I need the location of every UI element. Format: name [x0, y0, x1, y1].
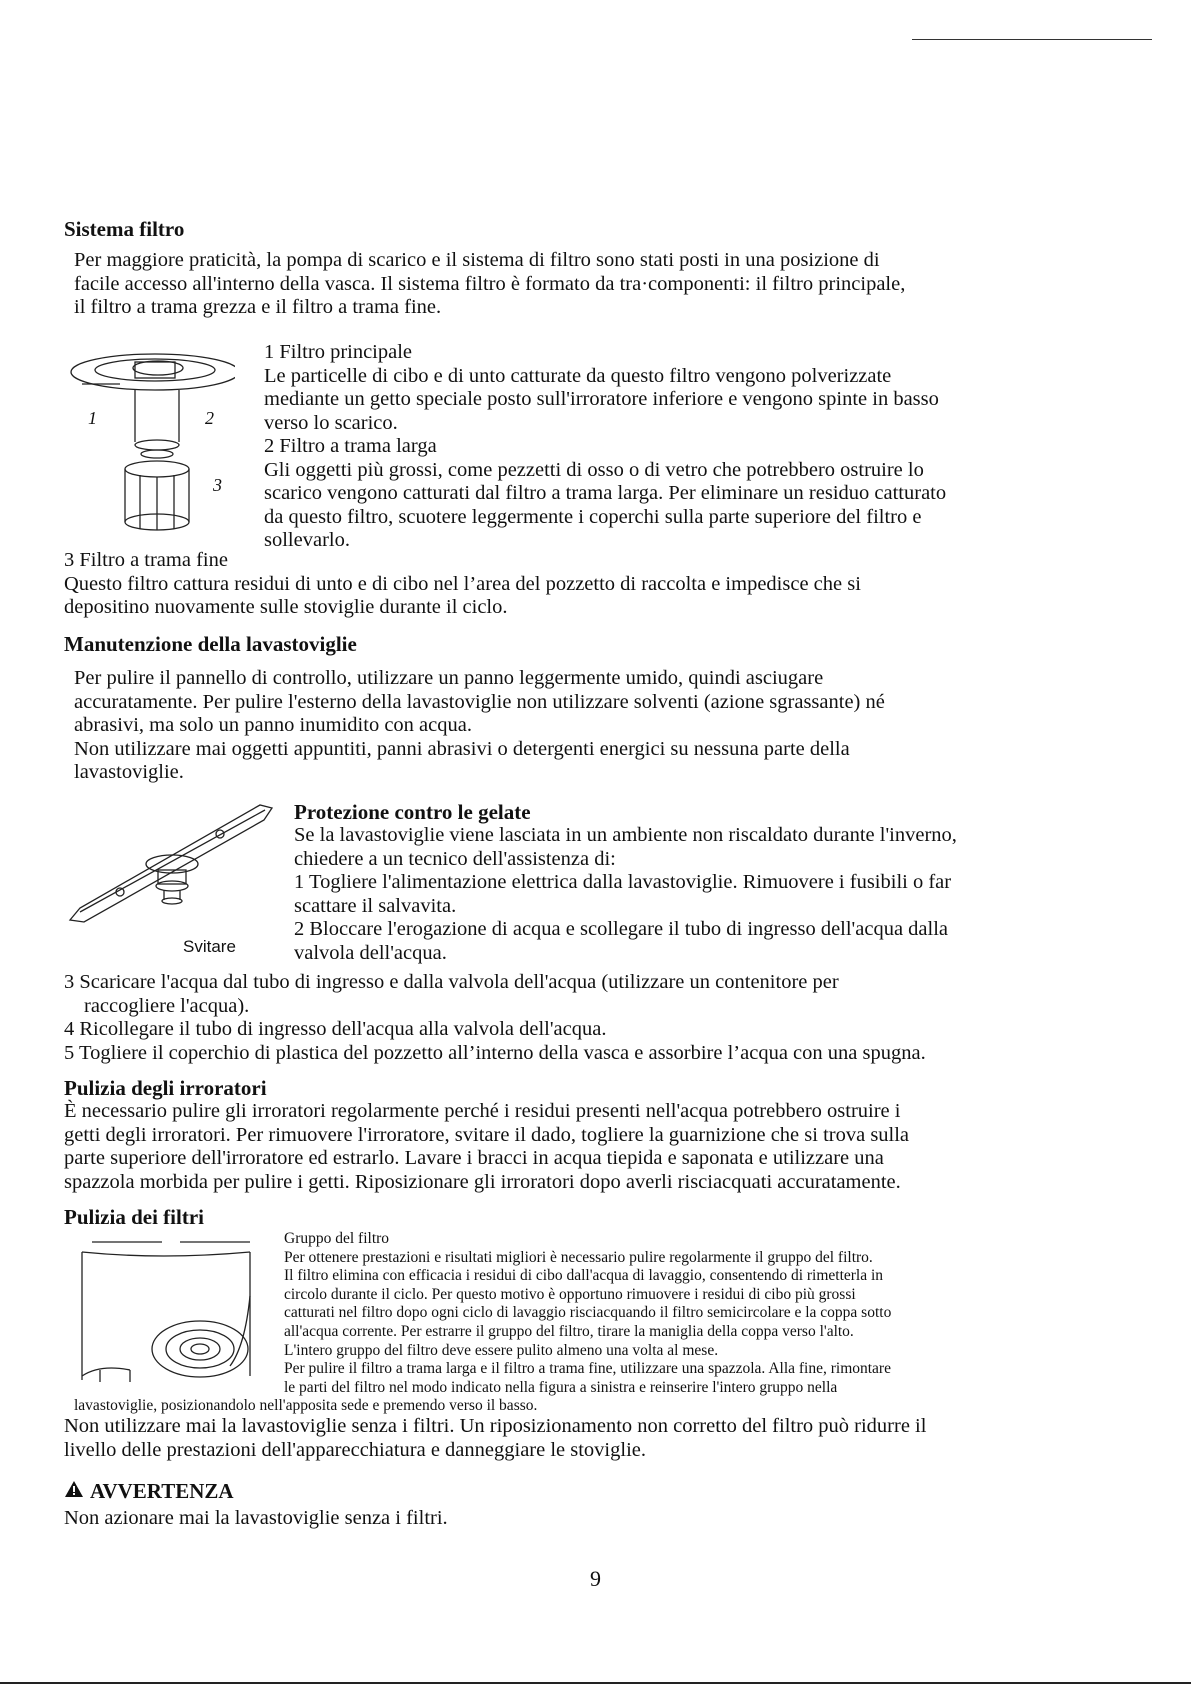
maintenance-line: abrasivi, ma solo un panno inumidito con acqua. — [74, 714, 472, 736]
filter-small-line: le parti del filtro nel modo indicato nella figura a sinistra e reinserire l'intero gruppo nella — [284, 1378, 838, 1396]
filter-warning-text — [64, 1415, 1124, 1462]
warning-title: AVVERTENZA — [90, 1479, 234, 1503]
frost-step: 4 Ricollegare il tubo di ingresso dell'acqua alla valvola dell'acqua. — [64, 1018, 607, 1040]
fine-filter — [64, 549, 1104, 620]
figure-label-1: 1 — [88, 408, 97, 428]
filter-item-line: scarico vengono catturati dal filtro a trama larga. Per eliminare un residuo catturato — [264, 482, 947, 504]
filter-small-line: Il filtro elimina con efficacia i residui di cibo dall'acqua di lavaggio, consentendo di rimetterla in — [284, 1267, 884, 1285]
frost-line: 2 Bloccare l'erogazione di acqua e scollegare il tubo di ingresso dell'acqua dalla — [294, 918, 949, 940]
spray-arm-line: parte superiore dell'irroratore ed estrarlo. Lavare i bracci in acqua tiepida e saponata e utilizzare una — [64, 1147, 884, 1169]
spray-arm-line: getti degli irroratori. Per rimuovere l'irroratore, svitare il dado, togliere la guarnizione che si trova sulla — [64, 1123, 910, 1146]
filter-note-line: Non utilizzare mai la lavastoviglie senza i filtri. Un riposizionamento non corretto del filtro può ridurre il — [64, 1415, 927, 1437]
filter-item-line: Le particelle di cibo e di unto catturate da questo filtro vengono polverizzate — [264, 364, 892, 387]
fine-filter-line: Questo filtro cattura residui di unto e di cibo nel l’area del pozzetto di raccolta e impedisce che si — [64, 572, 861, 595]
warning-triangle-icon — [64, 1479, 84, 1503]
filter-small-line: catturati nel filtro dopo ogni ciclo di lavaggio risciacquando il filtro semicircolare e la coppa sotto — [284, 1304, 892, 1322]
filter-intro — [74, 249, 1094, 320]
warning-text: Non azionare mai la lavastoviglie senza i filtri. — [64, 1507, 448, 1529]
filter-small-line: Gruppo del filtro — [284, 1230, 390, 1247]
frost-line: valvola dell'acqua. — [294, 941, 447, 964]
filter-item-line: 2 Filtro a trama larga — [264, 435, 437, 457]
section-frost-protection — [294, 800, 1104, 965]
fine-filter-line: depositino nuovamente sulle stoviglie durante il ciclo. — [64, 596, 508, 618]
filter-item-line: Gli oggetti più grossi, come pezzetti di osso o di vetro che potrebbero ostruire lo — [264, 458, 924, 481]
filter-items — [264, 341, 1094, 553]
frost-steps — [64, 971, 1114, 1065]
maintenance-line: Non utilizzare mai oggetti appuntiti, panni abrasivi o detergenti energici su nessuna parte della — [74, 737, 850, 760]
figure-label-3: 3 — [213, 475, 222, 495]
section-filter-cleaning — [64, 1205, 464, 1229]
fine-filter-line: 3 Filtro a trama fine — [64, 549, 228, 571]
section-title-maintenance: Manutenzione della lavastoviglie — [64, 632, 357, 656]
filter-small-line: Per pulire il filtro a trama larga e il filtro a trama fine, utilizzare una spazzola. Alla fine, rimontare — [284, 1360, 891, 1378]
filter-item-line: verso lo scarico. — [264, 411, 398, 434]
frost-line: chiedere a un tecnico dell'assistenza di: — [294, 847, 616, 870]
section-filter-system — [64, 217, 1084, 241]
page-number: 9 — [590, 1566, 601, 1591]
filter-intro-line: Per maggiore praticità, la pompa di scarico e il sistema di filtro sono stati posti in una posizione di — [74, 249, 880, 271]
filter-cleaning-small-text — [74, 1230, 1104, 1416]
filter-small-line: lavastoviglie, posizionandolo nell'apposita sede e premendo verso il basso. — [74, 1397, 538, 1415]
filter-note-line: livello delle prestazioni dell'apparecchiatura e danneggiare le stoviglie. — [64, 1438, 646, 1461]
frost-line: Se la lavastoviglie viene lasciata in un ambiente non riscaldato durante l'inverno, — [294, 824, 957, 846]
maintenance-line: accuratamente. Per pulire l'esterno della lavastoviglie non utilizzare solventi (azione sgrassante) né — [74, 690, 885, 713]
section-title-filter-system: Sistema filtro — [64, 217, 185, 241]
filter-small-line: all'acqua corrente. Per estrarre il gruppo del filtro, tirare la maniglia della coppa verso l'alto. — [284, 1322, 854, 1340]
filter-item-line: sollevarlo. — [264, 529, 350, 551]
section-title-frost: Protezione contro le gelate — [294, 800, 531, 824]
filter-item-line: 1 Filtro principale — [264, 341, 413, 363]
spray-arm-line: spazzola morbida per pulire i getti. Riposizionare gli irroratori dopo averli risciacquati accuratamente. — [64, 1170, 901, 1193]
section-maintenance — [64, 632, 1104, 656]
spray-arm-figure — [60, 800, 275, 956]
filter-item-line: mediante un getto speciale posto sull'irroratore inferiore e vengono spinte in basso — [264, 388, 939, 410]
frost-step: 5 Togliere il coperchio di plastica del pozzetto all’interno della vasca e assorbire l’acqua con una spugna. — [64, 1041, 926, 1064]
maintenance-line: lavastoviglie. — [74, 761, 184, 783]
spray-arm-line: È necessario pulire gli irroratori regolarmente perché i residui presenti nell'acqua potrebbero ostruire i — [64, 1100, 901, 1122]
maintenance-line: Per pulire il pannello di controllo, utilizzare un panno leggermente umido, quindi asciugare — [74, 667, 824, 689]
section-spray-arm-cleaning — [64, 1076, 1114, 1194]
section-title-spray-arms: Pulizia degli irroratori — [64, 1076, 267, 1100]
top-rule — [912, 39, 1152, 40]
filter-components-figure — [60, 342, 235, 540]
filter-group-drawing — [70, 1236, 255, 1386]
filter-intro-line: facile accesso all'interno della vasca. Il sistema filtro è formato da tra·componenti: il filtro principale, — [74, 272, 906, 295]
spray-arm-caption: Svitare — [183, 937, 236, 956]
section-title-filter-cleaning: Pulizia dei filtri — [64, 1205, 204, 1229]
warning-title-row — [64, 1479, 864, 1503]
filter-small-line: circolo durante il ciclo. Per questo motivo è opportuno rimuovere i residui di cibo più grossi — [284, 1285, 856, 1303]
frost-line: scattare il salvavita. — [294, 894, 457, 917]
filter-item-line: da questo filtro, scuotere leggermente i coperchi sulla parte superiore del filtro e — [264, 505, 922, 528]
frost-step: raccogliere l'acqua). — [84, 994, 250, 1017]
filter-small-line: L'intero gruppo del filtro deve essere pulito almeno una volta al mese. — [284, 1341, 719, 1359]
filter-assembly-drawing — [60, 342, 235, 540]
filter-intro-line: il filtro a trama grezza e il filtro a trama fine. — [74, 296, 442, 318]
frost-step: 3 Scaricare l'acqua dal tubo di ingresso e dalla valvola dell'acqua (utilizzare un contenitore per — [64, 971, 839, 993]
filter-small-line: Per ottenere prestazioni e risultati migliori è necessario pulire regolarmente il gruppo del filtro. — [284, 1248, 873, 1266]
filter-group-figure — [70, 1236, 255, 1386]
warning-block — [64, 1479, 864, 1531]
frost-line: 1 Togliere l'alimentazione elettrica dalla lavastoviglie. Rimuovere i fusibili o far — [294, 871, 952, 893]
figure-label-2: 2 — [205, 408, 214, 428]
maintenance-text — [74, 667, 1114, 785]
spray-arm-drawing — [60, 800, 275, 935]
